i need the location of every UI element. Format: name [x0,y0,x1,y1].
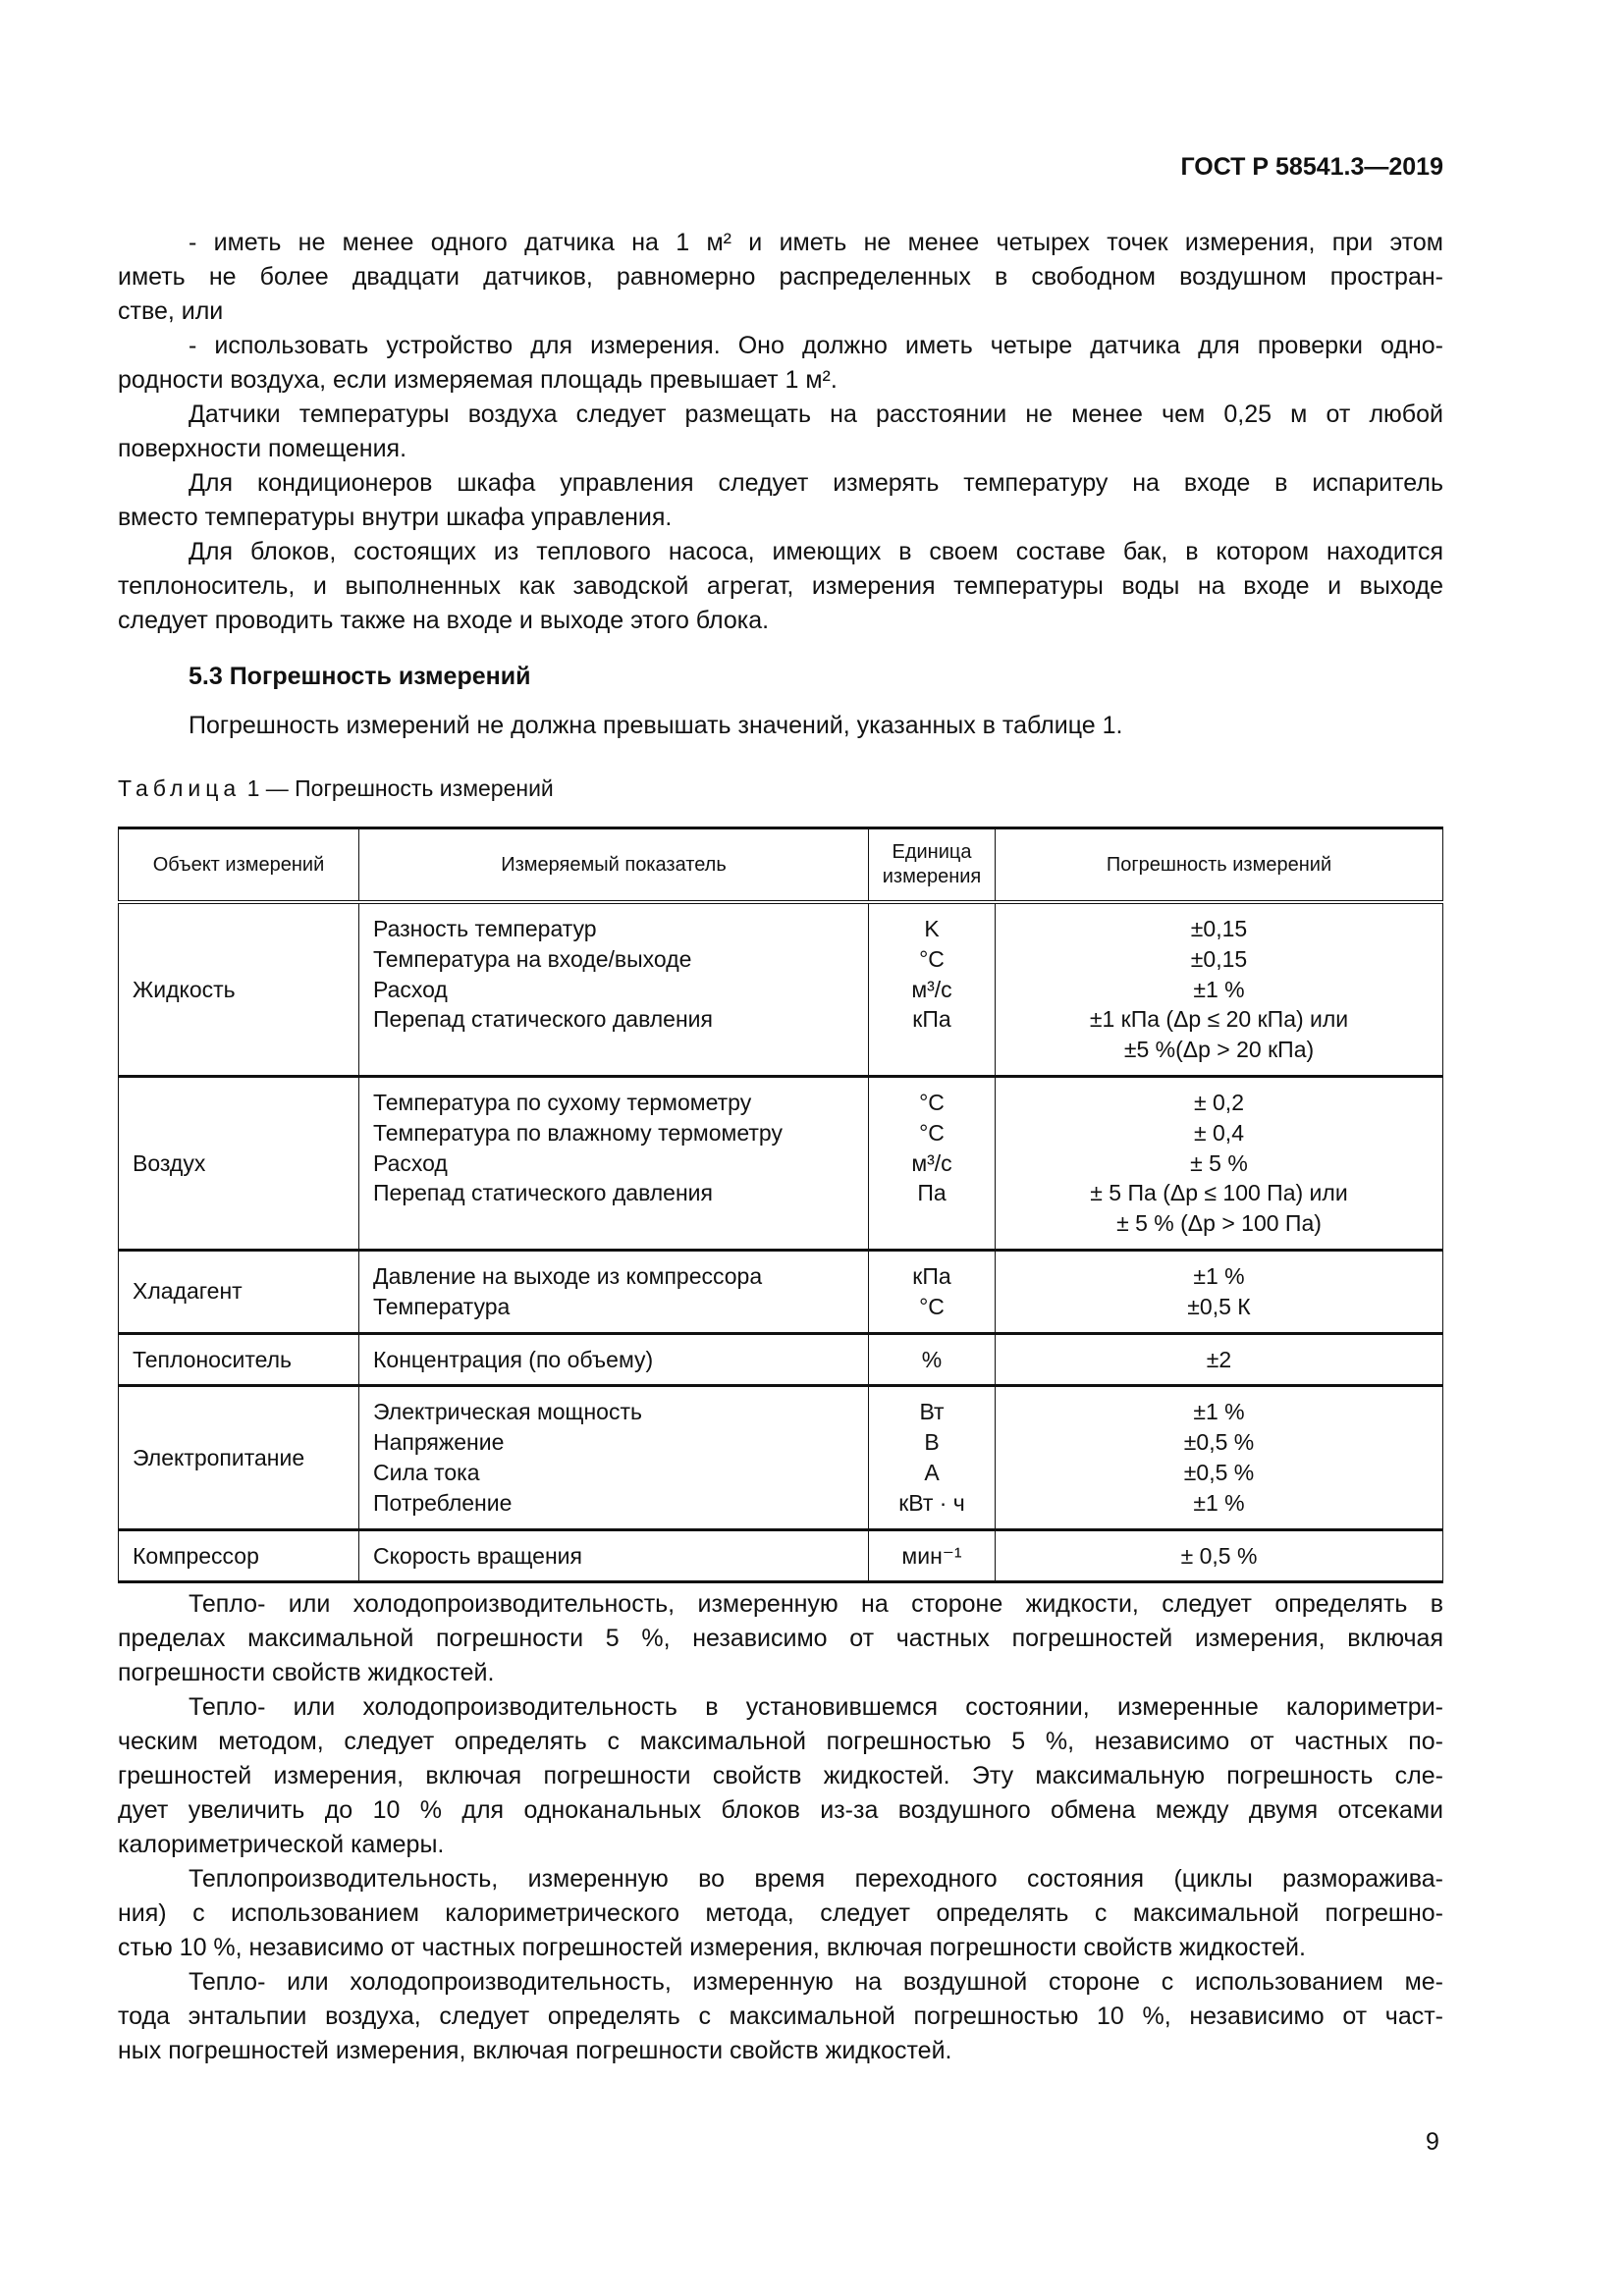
table-row [119,1333,1443,1386]
error-value: ±1 % [1193,1399,1245,1425]
param-value: Температура по сухому термометру [373,1089,752,1115]
header-unit: Единица измерения [869,828,996,903]
cell-units [869,1333,996,1386]
unit-value: м³/с [911,1149,952,1176]
error-value: ±0,15 [1190,916,1248,941]
paragraph [118,398,1443,466]
param-value: Скорость вращения [373,1542,582,1569]
paragraph-line: ных погрешностей измерения, включая погрешности свойств жидкостей. [118,2037,952,2064]
param-value: Концентрация (по объему) [373,1346,654,1372]
cell-units [869,1076,996,1250]
paragraph-line: вместо температуры внутри шкафа управления. [118,504,673,531]
param-value: Разность температур [373,916,597,941]
table-header-row [119,828,1443,903]
error-value: ±0,5 К [1187,1293,1251,1319]
paragraph-line: теплоноситель, и выполненных как заводской агрегат, измерения температуры воды на входе и выходе [118,572,1443,600]
param-value: Расход [373,1149,448,1176]
paragraph-line: Для блоков, состоящих из теплового насоса, имеющих в своем составе бак, в котором находится [189,538,1443,565]
param-value: Температура [373,1293,511,1319]
error-value: ±1 % [1193,976,1245,1002]
unit-value: % [921,1346,943,1372]
table-row [119,1250,1443,1333]
error-value: ± 0,5 % [1180,1542,1258,1569]
cell-params [359,1529,869,1582]
table-caption-title: 1 — Погрешность измерений [246,775,554,801]
param-value: Перепад статического давления [373,1180,713,1206]
cell-errors [996,1250,1443,1333]
unit-value: м³/с [911,976,952,1002]
cell-params [359,1386,869,1529]
error-value: ±0,5 % [1183,1459,1255,1485]
paragraph-line: грешностей измерения, включая погрешности свойств жидкостей. Эту максимальную погрешность сле- [118,1762,1443,1789]
paragraph-line: ческим методом, следует определять с максимальной погрешностью 5 %, независимо от частных по- [118,1728,1443,1755]
unit-value: Вт [919,1399,945,1425]
unit-value: мин⁻¹ [901,1542,962,1569]
paragraph-line: родности воздуха, если измеряемая площадь превышает 1 м². [118,366,838,394]
table-row [119,1076,1443,1250]
unit-value: кПа [912,1262,951,1289]
error-value: ±1 % [1193,1262,1245,1289]
paragraph-line: Датчики температуры воздуха следует размещать на расстоянии не менее чем 0,25 м от любой [189,400,1443,428]
unit-value: кВт · ч [898,1489,965,1516]
unit-value: °C [919,1293,945,1319]
table-caption-label: Таблица [118,775,242,801]
error-value: ±2 [1206,1346,1232,1372]
cell-object: Жидкость [119,902,359,1076]
paragraph-line: Тепло- или холодопроизводительность, измеренную на воздушной стороне с использованием ме- [189,1968,1443,1996]
param-value: Перепад статического давления [373,1006,713,1033]
param-value: Давление на выходе из компрессора [373,1262,763,1289]
cell-units [869,1250,996,1333]
paragraph [118,466,1443,535]
cell-errors [996,902,1443,1076]
header-error: Погрешность измерений [996,828,1443,903]
paragraph-line: дует увеличить до 10 % для одноканальных блоков из-за воздушного обмена между двумя отсеками [118,1796,1443,1824]
error-value: ±1 кПа (Δp ≤ 20 кПа) или [1089,1006,1349,1033]
paragraph-line: пределах максимальной погрешности 5 %, независимо от частных погрешностей измерения, включая [118,1625,1443,1652]
table-row [119,1529,1443,1582]
paragraph [118,1690,1443,1862]
paragraph-line: следует проводить также на входе и выходе этого блока. [118,607,770,634]
measurement-error-table [118,827,1443,1583]
cell-object: Теплоноситель [119,1333,359,1386]
paragraph-line: - иметь не менее одного датчика на 1 м² и иметь не менее четырех точек измерения, при этом [189,229,1443,256]
paragraph-line: Тепло- или холодопроизводительность в установившемся состоянии, измеренные калориметри- [189,1693,1443,1721]
unit-value: кПа [912,1006,951,1033]
intro-text [118,709,1443,743]
paragraph-line: Погрешность измерений не должна превышать значений, указанных в таблице 1. [189,712,1123,739]
error-value: ±5 %(Δp > 20 кПа) [1123,1037,1315,1063]
bottom-text [118,1587,1443,2068]
cell-errors [996,1076,1443,1250]
paragraph [118,709,1443,743]
unit-value: K [924,916,940,941]
cell-units [869,1529,996,1582]
header-parameter: Измеряемый показатель [359,828,869,903]
error-value: ±0,5 % [1183,1429,1255,1456]
cell-params [359,1333,869,1386]
paragraph-line: стью 10 %, независимо от частных погрешностей измерения, включая погрешности свойств жидкостей. [118,1934,1306,1961]
unit-value: А [924,1459,940,1485]
param-value: Температура на входе/выходе [373,945,692,972]
paragraph-line: погрешности свойств жидкостей. [118,1659,495,1686]
paragraph-line: Для кондиционеров шкафа управления следует измерять температуру на входе в испаритель [189,469,1443,497]
paragraph-line: Тепло- или холодопроизводительность, измеренную на стороне жидкости, следует определять в [189,1590,1443,1618]
table-row [119,1386,1443,1529]
paragraph [118,329,1443,398]
unit-value: °C [919,1119,945,1146]
error-value: ± 5 % (Δp > 100 Па) [1116,1210,1322,1237]
paragraph-line: иметь не более двадцати датчиков, равномерно распределенных в свободном воздушном простран- [118,263,1443,291]
paragraph [118,535,1443,638]
error-value: ± 0,4 [1194,1119,1244,1146]
error-value: ±1 % [1193,1489,1245,1516]
paragraph-line: поверхности помещения. [118,435,407,462]
unit-value: В [924,1429,940,1456]
paragraph [118,1965,1443,2068]
cell-errors [996,1333,1443,1386]
paragraph-line: калориметрической камеры. [118,1831,445,1858]
cell-object: Компрессор [119,1529,359,1582]
unit-value: °C [919,1089,945,1115]
error-value: ± 0,2 [1194,1089,1244,1115]
cell-params [359,902,869,1076]
unit-value: Па [917,1180,947,1206]
error-value: ±0,15 [1190,945,1248,972]
cell-errors [996,1386,1443,1529]
table-caption [118,775,554,802]
param-value: Напряжение [373,1429,505,1456]
paragraph [118,226,1443,329]
table-row [119,902,1443,1076]
paragraph [118,1587,1443,1690]
top-text [118,226,1443,638]
cell-object: Электропитание [119,1386,359,1529]
cell-object: Воздух [119,1076,359,1250]
paragraph-line: тода энтальпии воздуха, следует определять с максимальной погрешностью 10 %, независимо от част- [118,2002,1443,2030]
unit-value: °C [919,945,945,972]
paragraph [118,1862,1443,1965]
cell-errors [996,1529,1443,1582]
cell-units [869,1386,996,1529]
cell-object: Хладагент [119,1250,359,1333]
header-object: Объект измерений [119,828,359,903]
error-value: ± 5 Па (Δp ≤ 100 Па) или [1090,1180,1348,1206]
paragraph-line: ния) с использованием калориметрического метода, следует определять с максимальной погрешно- [118,1899,1443,1927]
param-value: Сила тока [373,1459,480,1485]
cell-params [359,1076,869,1250]
paragraph-line: Теплопроизводительность, измеренную во время переходного состояния (циклы разморажива- [189,1865,1443,1893]
error-value: ± 5 % [1190,1149,1248,1176]
paragraph-line: стве, или [118,297,224,325]
param-value: Потребление [373,1489,513,1516]
section-heading: 5.3 Погрешность измерений [189,663,531,690]
page-number: 9 [1426,2128,1439,2156]
param-value: Температура по влажному термометру [373,1119,783,1146]
param-value: Электрическая мощность [373,1399,642,1425]
paragraph-line: - использовать устройство для измерения. Оно должно иметь четыре датчика для проверки одно- [189,332,1443,359]
cell-params [359,1250,869,1333]
param-value: Расход [373,976,448,1002]
document-id-header: ГОСТ Р 58541.3—2019 [1180,153,1443,181]
cell-units [869,902,996,1076]
